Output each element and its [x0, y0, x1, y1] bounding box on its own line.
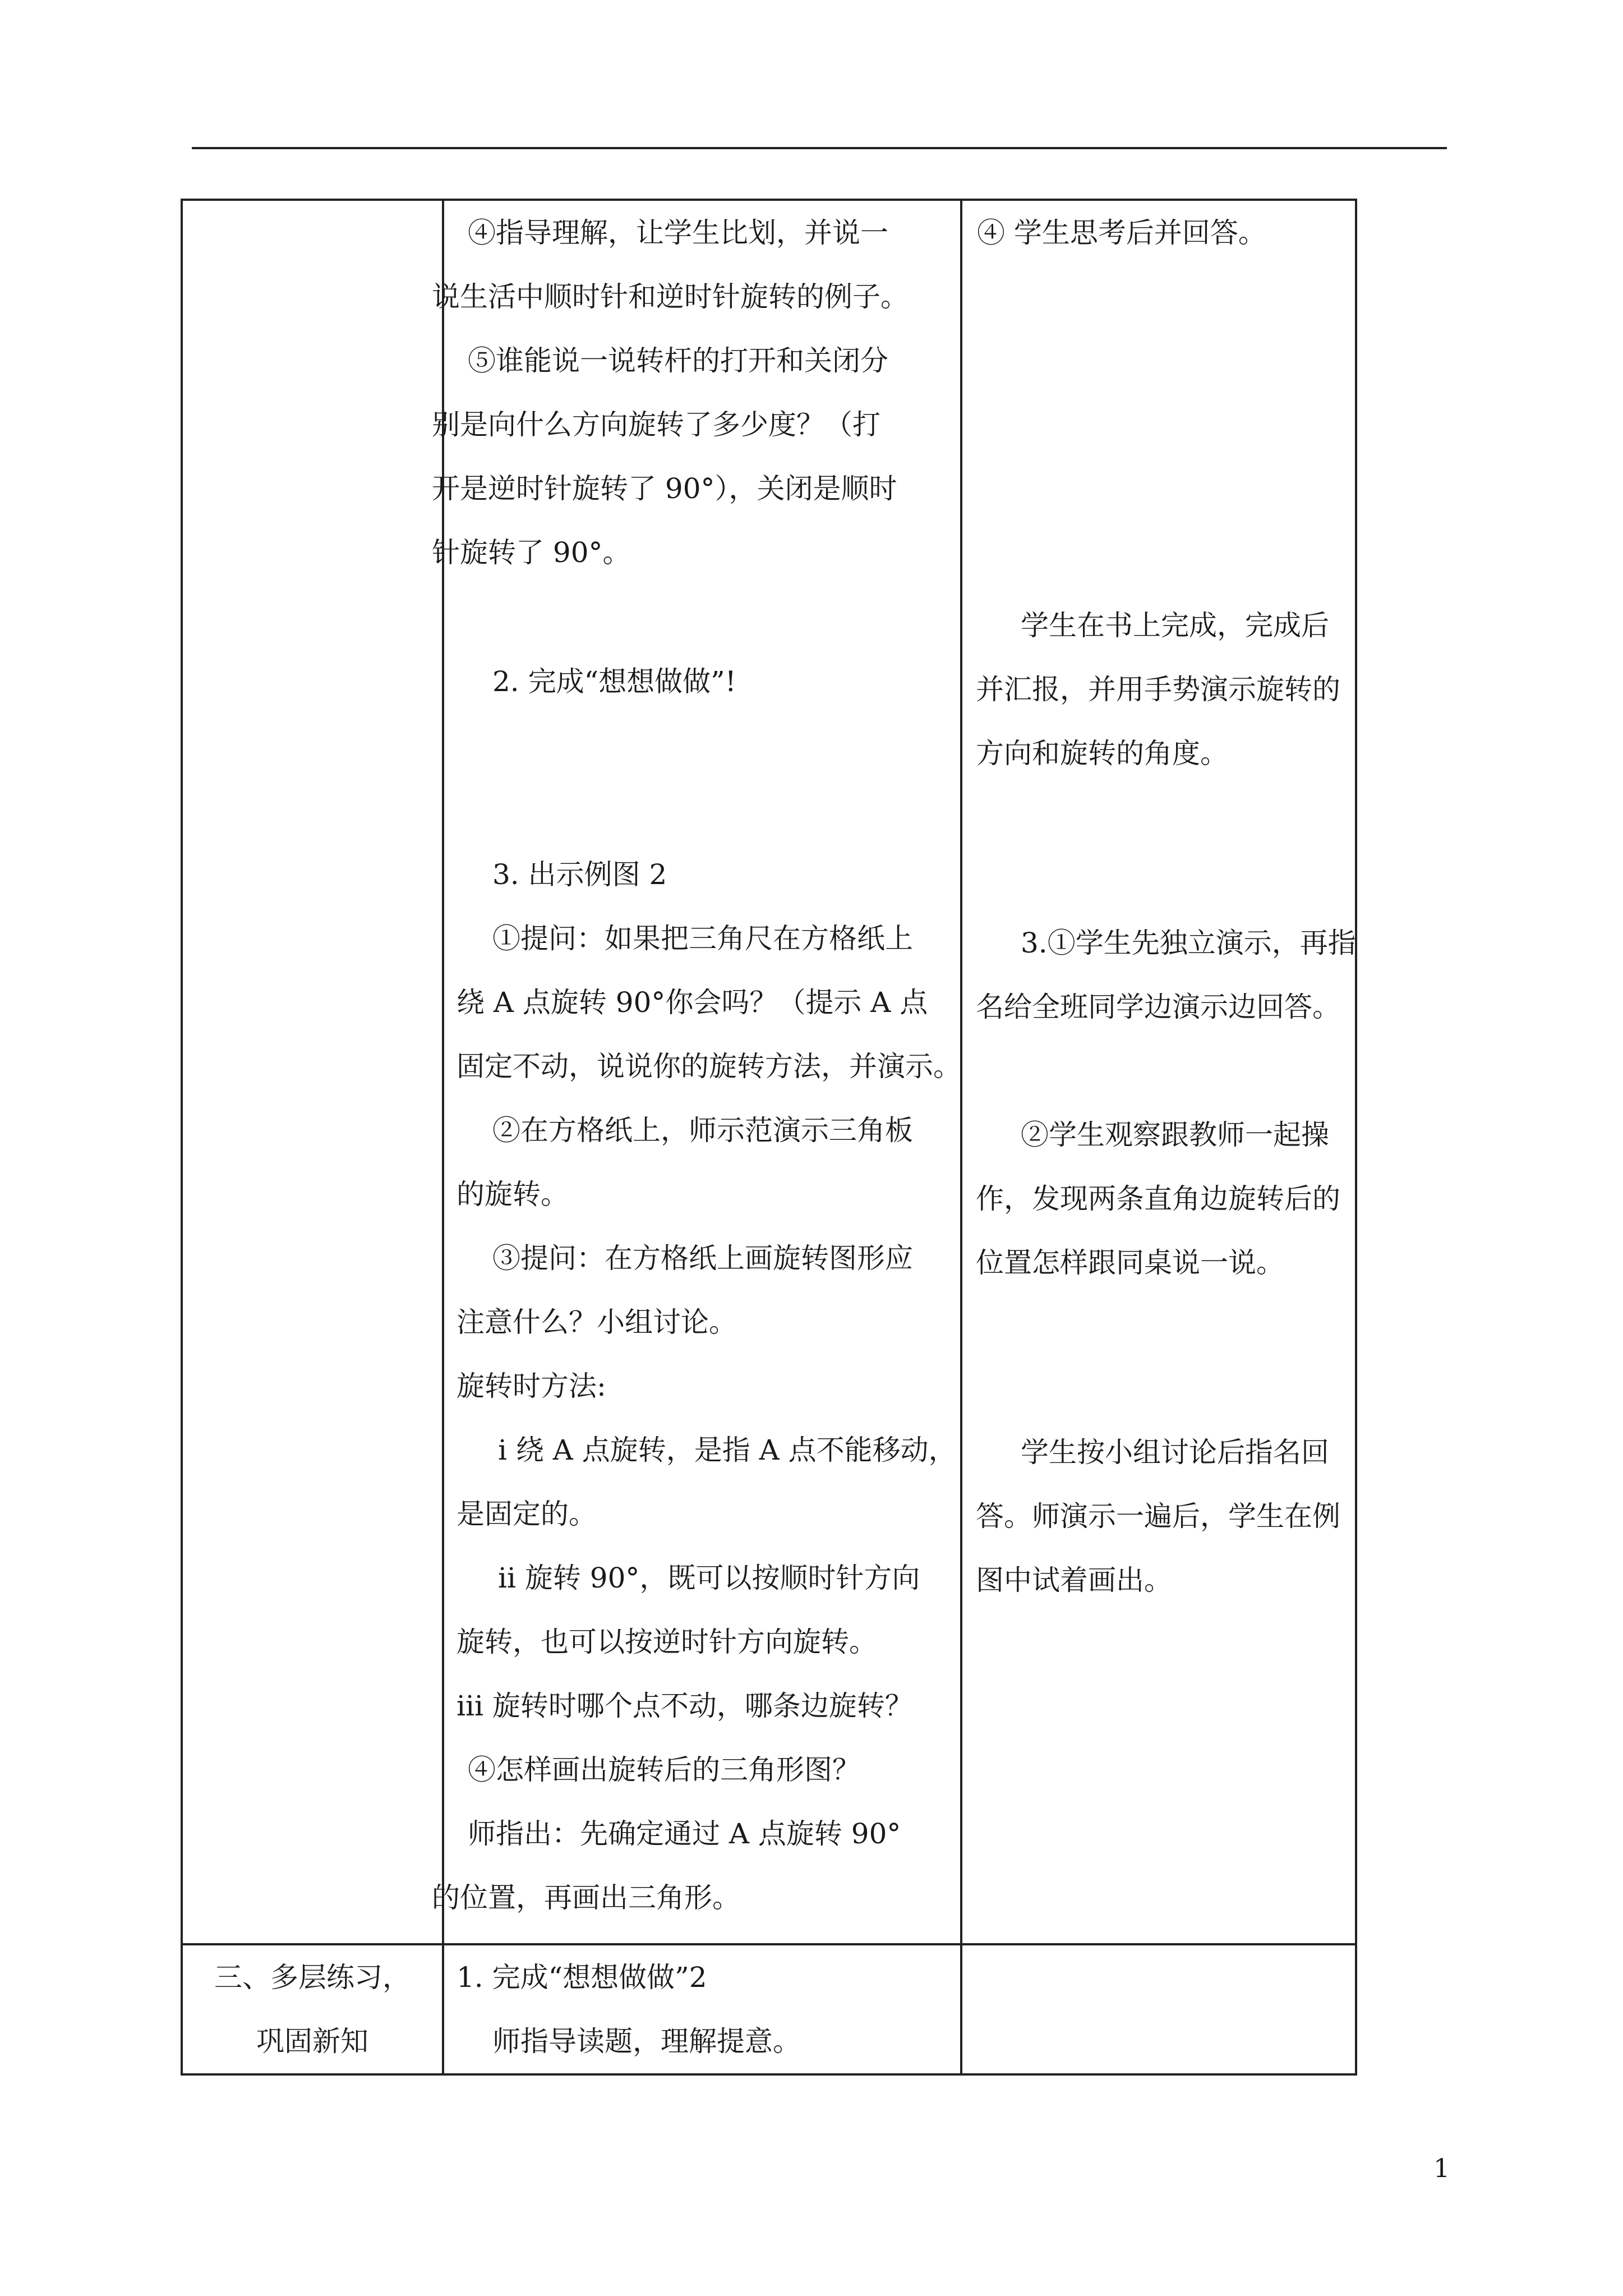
teacher-line: 固定不动，说说你的旋转方法，并演示。: [457, 1050, 961, 1083]
teacher-line: ②在方格纸上，师示范演示三角板: [492, 1114, 913, 1147]
teacher-line: 3. 出示例图 2: [492, 858, 667, 891]
student-line: 3.①学生先独立演示，再指: [1021, 927, 1356, 959]
student-line: 学生按小组讨论后指名回: [1021, 1436, 1329, 1469]
student-line: 作，发现两条直角边旋转后的: [976, 1182, 1340, 1215]
teacher-line: 别是向什么方向旋转了多少度？（打: [432, 408, 880, 441]
student-line: 并汇报，并用手势演示旋转的: [976, 673, 1340, 706]
stage-label-line1: 三、多层练习，: [214, 1961, 411, 1994]
teacher-line: 说生活中顺时针和逆时针旋转的例子。: [432, 280, 909, 313]
practice-student-cell-empty: [961, 1944, 1356, 2074]
student-line: 位置怎样跟同桌说一说。: [976, 1246, 1284, 1279]
teacher-line: ⅱ 旋转 90°，既可以按顺时针方向: [498, 1562, 920, 1594]
teacher-line: ⅲ 旋转时哪个点不动，哪条边旋转？: [457, 1690, 913, 1722]
page-number: 1: [1433, 2153, 1450, 2183]
teacher-line: 旋转时方法:: [457, 1370, 606, 1402]
teacher-line: 是固定的。: [457, 1498, 597, 1530]
teacher-line: ⅰ 绕 A 点旋转，是指 A 点不能移动，: [498, 1434, 957, 1466]
student-line: 图中试着画出。: [976, 1564, 1172, 1596]
stage-label-line2: 巩固新知: [256, 2025, 368, 2058]
teacher-line: 2. 完成“想想做做”!: [492, 665, 736, 698]
practice-line: 师指导读题，理解提意。: [492, 2025, 801, 2058]
teacher-line: 开是逆时针旋转了 90°），关闭是顺时: [432, 472, 897, 505]
student-line: ②学生观察跟教师一起操: [1021, 1119, 1329, 1151]
stage-cell-empty: [182, 200, 443, 1944]
stage-cell: [182, 1944, 443, 2074]
teacher-line: ①提问：如果把三角尺在方格纸上: [492, 922, 913, 955]
teacher-line: 师指出：先确定通过 A 点旋转 90°: [468, 1818, 901, 1850]
teacher-line: ③提问：在方格纸上画旋转图形应: [492, 1242, 913, 1274]
student-line: ④ 学生思考后并回答。: [977, 217, 1266, 249]
teacher-line: 的位置，再画出三角形。: [432, 1881, 740, 1914]
teacher-line: 针旋转了 90°。: [432, 536, 631, 569]
student-line: 名给全班同学边演示边回答。: [976, 991, 1340, 1023]
teacher-line: ④怎样画出旋转后的三角形图？: [468, 1754, 860, 1786]
header-rule: [192, 147, 1447, 149]
practice-line: 1. 完成“想想做做”2: [457, 1961, 707, 1994]
student-activity-cell: [961, 200, 1356, 1944]
student-line: 学生在书上完成，完成后: [1021, 609, 1329, 642]
student-line: 答。师演示一遍后，学生在例: [976, 1500, 1340, 1533]
practice-cell: [443, 1944, 961, 2074]
teacher-line: 绕 A 点旋转 90°你会吗？（提示 A 点: [457, 986, 928, 1019]
teacher-line: ④指导理解，让学生比划，并说一: [468, 217, 888, 249]
teacher-line: ⑤谁能说一说转杆的打开和关闭分: [468, 344, 888, 377]
teacher-line: 旋转，也可以按逆时针方向旋转。: [457, 1626, 877, 1658]
teacher-line: 的旋转。: [457, 1178, 569, 1211]
table-row: [182, 1944, 1356, 2074]
teacher-column-bottom: [419, 201, 935, 1945]
student-line: 方向和旋转的角度。: [976, 737, 1228, 770]
teacher-line: 注意什么？小组讨论。: [457, 1306, 737, 1338]
